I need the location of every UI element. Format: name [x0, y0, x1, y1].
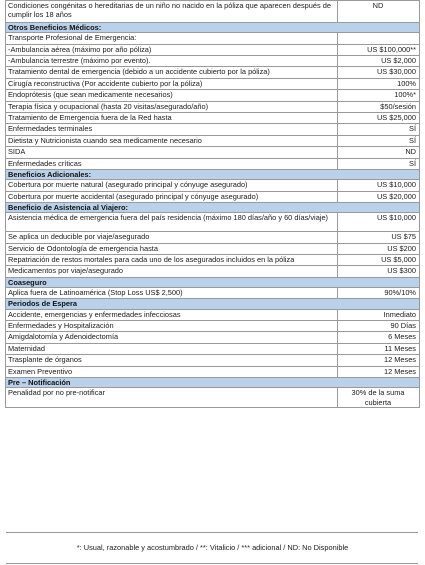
- benefit-row: [6, 243, 420, 254]
- benefit-row: [6, 213, 420, 232]
- benefit-value: 11 Meses: [338, 343, 420, 354]
- benefit-row: [6, 343, 420, 354]
- benefit-value: US $10,000: [338, 213, 420, 232]
- benefit-label: Servicio de Odontología de emergencia hasta: [6, 243, 338, 254]
- benefit-row: [6, 101, 420, 112]
- benefit-label: -Ambulancia aérea (máximo por año póliza): [6, 44, 338, 55]
- benefits-table-body: [6, 1, 420, 408]
- benefit-row: [6, 124, 420, 135]
- benefit-value: 12 Meses: [338, 355, 420, 366]
- benefit-value: US $75: [338, 232, 420, 243]
- benefit-row: [6, 388, 420, 408]
- benefit-row: [6, 158, 420, 169]
- benefit-row: [6, 135, 420, 146]
- benefit-row: [6, 33, 420, 44]
- section-header: [6, 169, 420, 179]
- benefit-row: [6, 1, 420, 23]
- benefit-value: [338, 33, 420, 44]
- benefit-value: $50/sesión: [338, 101, 420, 112]
- section-header: [6, 202, 420, 212]
- benefit-label: Asistencia médica de emergencia fuera del país residencia (máximo 180 días/año y 60 días/viaje): [6, 213, 338, 232]
- benefit-value: 90%/10%: [338, 288, 420, 299]
- benefit-label: Examen Preventivo: [6, 366, 338, 377]
- benefit-row: [6, 112, 420, 123]
- benefit-label: Maternidad: [6, 343, 338, 354]
- benefit-value: 6 Meses: [338, 332, 420, 343]
- benefit-value: US $5,000: [338, 255, 420, 266]
- benefit-label: Cobertura por muerte accidental (asegurado principal y cónyuge asegurado): [6, 191, 338, 202]
- footer-divider: [6, 532, 418, 533]
- benefit-label: Tratamiento dental de emergencia (debido a un accidente cubierto por la póliza): [6, 67, 338, 78]
- benefit-label: Enfermedades terminales: [6, 124, 338, 135]
- benefit-label: Enfermedades críticas: [6, 158, 338, 169]
- benefit-label: Condiciones congénitas o hereditarias de un niño no nacido en la póliza que aparecen después de cumplir los 18 años: [6, 1, 338, 23]
- benefit-value: SÍ: [338, 124, 420, 135]
- benefit-label: Dietista y Nutricionista cuando sea medicamente necesario: [6, 135, 338, 146]
- benefit-value: 90 Días: [338, 321, 420, 332]
- section-header: [6, 23, 420, 33]
- benefit-label: Cirugía reconstructiva (Por accidente cubierto por la póliza): [6, 78, 338, 89]
- benefit-row: [6, 332, 420, 343]
- bottom-divider: [6, 563, 418, 564]
- benefit-row: [6, 147, 420, 158]
- benefit-label: Amigdalotomía y Adenoidectomía: [6, 332, 338, 343]
- benefit-row: [6, 309, 420, 320]
- section-title: Beneficio de Asistencia al Viajero:: [6, 202, 420, 212]
- benefit-label: Cobertura por muerte natural (asegurado principal y cónyuge asegurado): [6, 180, 338, 191]
- benefit-row: [6, 266, 420, 277]
- section-title: Coaseguro: [6, 277, 420, 287]
- benefit-label: Trasplante de órganos: [6, 355, 338, 366]
- benefit-value: SÍ: [338, 135, 420, 146]
- benefit-value: ND: [338, 1, 420, 23]
- section-title: Otros Beneficios Médicos:: [6, 23, 420, 33]
- benefit-row: [6, 191, 420, 202]
- benefit-label: Terapia física y ocupacional (hasta 20 visitas/asegurado/año): [6, 101, 338, 112]
- section-header: [6, 299, 420, 309]
- section-title: Pre – Notificación: [6, 378, 420, 388]
- section-title: Beneficios Adicionales:: [6, 169, 420, 179]
- benefit-label: Endoprótesis (que sean medicamente necesarios): [6, 90, 338, 101]
- benefit-value: US $30,000: [338, 67, 420, 78]
- benefit-value: US $200: [338, 243, 420, 254]
- benefit-row: [6, 288, 420, 299]
- benefits-table: [5, 0, 420, 408]
- benefit-row: [6, 232, 420, 243]
- benefit-label: -Ambulancia terrestre (máximo por evento).: [6, 56, 338, 67]
- benefit-label: Repatriación de restos mortales para cada uno de los asegurados incluidos en la póliza: [6, 255, 338, 266]
- benefit-value: US $25,000: [338, 112, 420, 123]
- benefit-row: [6, 78, 420, 89]
- benefit-value: 30% de la suma cubierta: [338, 388, 420, 408]
- section-title: Periodos de Espera: [6, 299, 420, 309]
- benefit-row: [6, 321, 420, 332]
- benefit-label: Enfermedades y Hospitalización: [6, 321, 338, 332]
- benefit-row: [6, 180, 420, 191]
- benefit-label: Transporte Profesional de Emergencia:: [6, 33, 338, 44]
- benefit-row: [6, 44, 420, 55]
- benefit-value: ND: [338, 147, 420, 158]
- benefit-value: US $100,000**: [338, 44, 420, 55]
- benefit-label: Se aplica un deducible por viaje/asegurado: [6, 232, 338, 243]
- benefit-label: Medicamentos por viaje/asegurado: [6, 266, 338, 277]
- benefit-row: [6, 255, 420, 266]
- benefit-value: 12 Meses: [338, 366, 420, 377]
- section-header: [6, 277, 420, 287]
- benefit-value: 100%*: [338, 90, 420, 101]
- benefit-value: Inmediato: [338, 309, 420, 320]
- benefit-value: US $10,000: [338, 180, 420, 191]
- benefit-label: Accidente, emergencias y enfermedades infecciosas: [6, 309, 338, 320]
- benefit-row: [6, 67, 420, 78]
- benefit-label: SIDA: [6, 147, 338, 158]
- benefit-value: US $300: [338, 266, 420, 277]
- benefit-value: SÍ: [338, 158, 420, 169]
- benefit-row: [6, 355, 420, 366]
- benefit-value: US $20,000: [338, 191, 420, 202]
- benefit-row: [6, 56, 420, 67]
- benefit-value: 100%: [338, 78, 420, 89]
- benefit-label: Aplica fuera de Latinoamérica (Stop Loss US$ 2,500): [6, 288, 338, 299]
- benefit-value: US $2,000: [338, 56, 420, 67]
- section-header: [6, 378, 420, 388]
- footnote: *: Usual, razonable y acostumbrado / **: Vitalicio / *** adicional / ND: No Disponible: [76, 543, 349, 552]
- benefit-row: [6, 90, 420, 101]
- benefit-row: [6, 366, 420, 377]
- benefit-label: Tratamiento de Emergencia fuera de la Red hasta: [6, 112, 338, 123]
- benefit-label: Penalidad por no pre-notificar: [6, 388, 338, 408]
